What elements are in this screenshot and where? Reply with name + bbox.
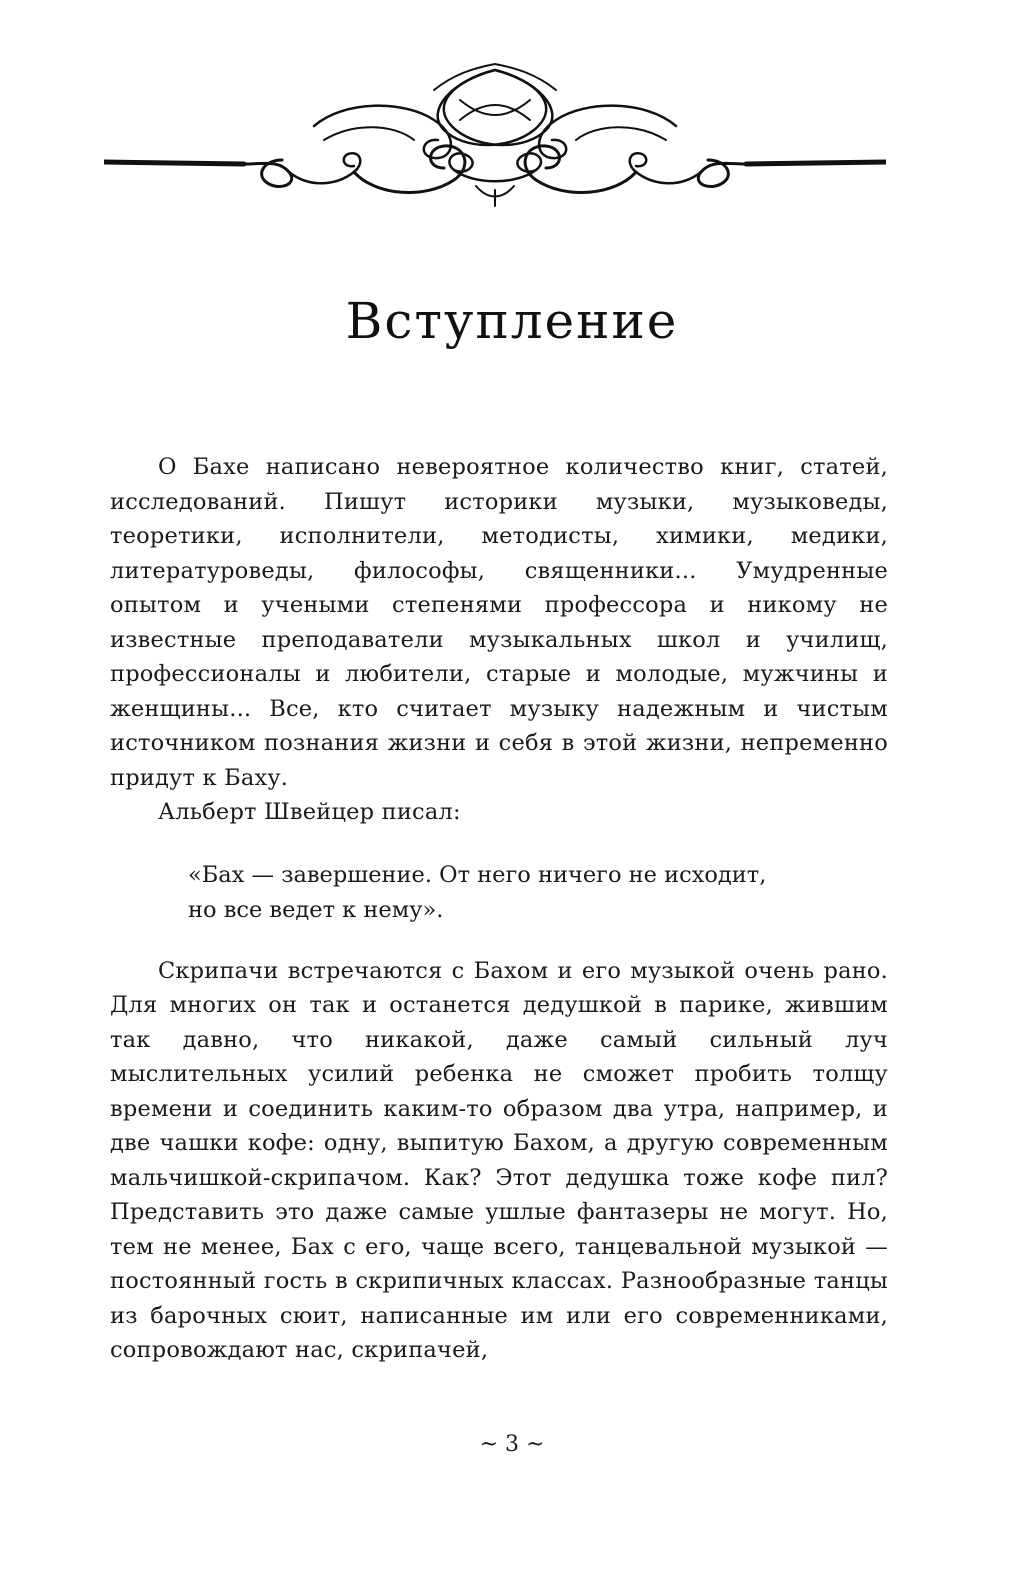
quote-line-2: но все ведет к нему». — [188, 896, 444, 923]
paragraph-intro: О Бахе написано невероятное количество книг, статей, исследований. Пишут историки музыки, музыковеды, теоретики, исполнители, методисты, химики, медики, литературоведы, философы, священники... Умудренные опытом и учеными степенями профессора и никому не известные преподаватели музыкальных школ и училищ, профессионалы и любители, старые и молодые, мужчины и женщины... Все, кто считает музыку надежным и чистым источником познания жизни и себя в этой жизни, непременно придут к Баху. — [110, 454, 888, 791]
paragraph-schweitzer: Альберт Швейцер писал: — [158, 799, 461, 825]
quote-line-1: «Бах — завершение. От него ничего не исходит, — [188, 861, 767, 888]
flourish-ornament-icon — [104, 60, 886, 210]
page-number: ~ 3 ~ — [479, 1432, 545, 1457]
paragraph-violinists: Скрипачи встречаются с Бахом и его музыкой очень рано. Для многих он так и останется дедушкой в парике, жившим так давно, что никакой, даже самый сильный луч мыслительных усилий ребенка не сможет пробить толщу времени и соединить каким-то образом два утра, например, и две чашки кофе: одну, выпитую Бахом, а другую современным мальчишкой-скрипачом. Как? Этот дедушка тоже кофе пил? Представить это даже самые ушлые фантазеры не могут. Но, тем не менее, Бах с его, чаще всего, танцевальной музыкой — постоянный гость в скрипичных классах. Разнообразные танцы из барочных сюит, написанные им или его современниками, сопровождают нас, скрипачей, — [110, 957, 888, 1363]
body-text — [110, 450, 888, 1368]
quote-block — [188, 858, 828, 928]
page-title: Вступление — [345, 292, 679, 350]
